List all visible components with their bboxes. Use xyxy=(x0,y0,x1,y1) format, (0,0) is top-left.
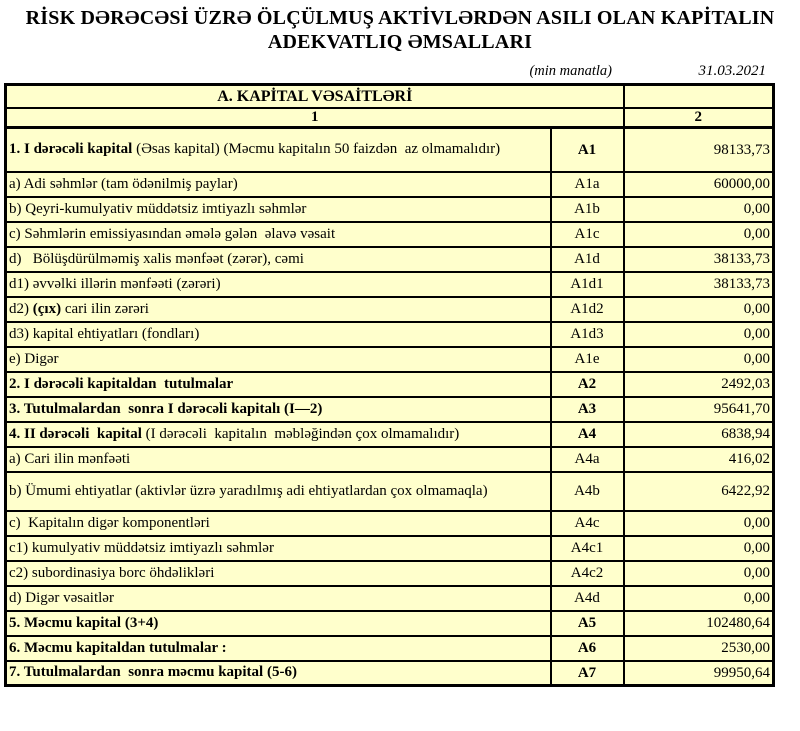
row-code: A1d1 xyxy=(551,272,624,297)
page-title xyxy=(0,0,800,55)
row-label: a) Adi səhmlər (tam ödənilmiş paylar) xyxy=(6,172,551,197)
table-row xyxy=(6,511,774,536)
row-label: c) Səhmlərin emissiyasından əmələ gələn əlavə vəsait xyxy=(6,222,551,247)
table-row xyxy=(6,586,774,611)
row-value: 0,00 xyxy=(624,322,774,347)
row-value: 60000,00 xyxy=(624,172,774,197)
row-code: A4c1 xyxy=(551,536,624,561)
row-label: d) Bölüşdürülməmiş xalis mənfəət (zərər), cəmi xyxy=(6,247,551,272)
row-value: 0,00 xyxy=(624,297,774,322)
row-code: A5 xyxy=(551,611,624,636)
row-label: c1) kumulyativ müddətsiz imtiyazlı səhmlər xyxy=(6,536,551,561)
row-value: 2492,03 xyxy=(624,372,774,397)
row-value: 0,00 xyxy=(624,222,774,247)
table-row xyxy=(6,347,774,372)
table-row xyxy=(6,561,774,586)
table-row xyxy=(6,128,774,172)
table-row xyxy=(6,536,774,561)
row-value: 0,00 xyxy=(624,536,774,561)
column-index-row xyxy=(6,108,774,128)
page-title-line-1: RİSK DƏRƏCƏSİ ÜZRƏ ÖLÇÜLMUŞ AKTİVLƏRDƏN ASILI OLAN KAPİTALIN xyxy=(25,7,775,29)
table-row xyxy=(6,611,774,636)
row-code: A4d xyxy=(551,586,624,611)
row-label: d3) kapital ehtiyatları (fondları) xyxy=(6,322,551,347)
table-row xyxy=(6,297,774,322)
row-code: A1d xyxy=(551,247,624,272)
row-label: 3. Tutulmalardan sonra I dərəcəli kapitalı (I—2) xyxy=(6,397,551,422)
row-label: b) Qeyri-kumulyativ müddətsiz imtiyazlı səhmlər xyxy=(6,197,551,222)
table-row xyxy=(6,447,774,472)
table-row xyxy=(6,372,774,397)
row-code: A4c xyxy=(551,511,624,536)
table-row xyxy=(6,172,774,197)
row-label: d1) əvvəlki illərin mənfəəti (zərəri) xyxy=(6,272,551,297)
row-code: A4c2 xyxy=(551,561,624,586)
row-label: e) Digər xyxy=(6,347,551,372)
row-label: 1. I dərəcəli kapital (Əsas kapital) (Məcmu kapitalın 50 faizdən az olmamalıdır) xyxy=(6,128,551,172)
table-row xyxy=(6,472,774,511)
row-label: d2) (çıx) cari ilin zərəri xyxy=(6,297,551,322)
row-code: A1b xyxy=(551,197,624,222)
table-row xyxy=(6,322,774,347)
row-label: 4. II dərəcəli kapital (I dərəcəli kapitalın məbləğindən çox olmamalıdır) xyxy=(6,422,551,447)
meta-row xyxy=(4,63,772,80)
table-row xyxy=(6,247,774,272)
row-label: 5. Məcmu kapital (3+4) xyxy=(6,611,551,636)
capital-table xyxy=(4,83,775,688)
row-value: 102480,64 xyxy=(624,611,774,636)
row-code: A1 xyxy=(551,128,624,172)
row-label: c) Kapitalın digər komponentləri xyxy=(6,511,551,536)
row-label: c2) subordinasiya borc öhdəlikləri xyxy=(6,561,551,586)
row-value: 95641,70 xyxy=(624,397,774,422)
table-row xyxy=(6,272,774,297)
row-label: 7. Tutulmalardan sonra məcmu kapital (5-6) xyxy=(6,661,551,686)
row-code: A2 xyxy=(551,372,624,397)
row-code: A6 xyxy=(551,636,624,661)
row-code: A4b xyxy=(551,472,624,511)
row-value: 38133,73 xyxy=(624,247,774,272)
report-date: 31.03.2021 xyxy=(698,62,766,79)
page-title-line-2: ADEKVATLIQ ƏMSALLARI xyxy=(267,31,533,54)
row-value: 98133,73 xyxy=(624,128,774,172)
row-code: A3 xyxy=(551,397,624,422)
row-code: A1c xyxy=(551,222,624,247)
row-value: 0,00 xyxy=(624,197,774,222)
row-label: d) Digər vəsaitlər xyxy=(6,586,551,611)
row-value: 38133,73 xyxy=(624,272,774,297)
row-label: a) Cari ilin mənfəəti xyxy=(6,447,551,472)
row-value: 0,00 xyxy=(624,511,774,536)
col-index-2: 2 xyxy=(624,108,774,128)
section-header-cell: A. KAPİTAL VƏSAİTLƏRİ xyxy=(6,84,624,108)
row-code: A7 xyxy=(551,661,624,686)
row-code: A4a xyxy=(551,447,624,472)
table-row xyxy=(6,222,774,247)
row-code: A1e xyxy=(551,347,624,372)
section-header-empty-cell xyxy=(624,84,774,108)
row-code: A1a xyxy=(551,172,624,197)
table-row xyxy=(6,422,774,447)
row-value: 2530,00 xyxy=(624,636,774,661)
row-value: 6838,94 xyxy=(624,422,774,447)
table-row xyxy=(6,661,774,686)
row-value: 99950,64 xyxy=(624,661,774,686)
row-value: 0,00 xyxy=(624,561,774,586)
table-row xyxy=(6,397,774,422)
row-label: b) Ümumi ehtiyatlar (aktivlər üzrə yaradılmış adi ehtiyatlardan çox olmamaqla) xyxy=(6,472,551,511)
row-code: A1d3 xyxy=(551,322,624,347)
table-body xyxy=(6,128,774,686)
col-index-1: 1 xyxy=(6,108,624,128)
row-value: 0,00 xyxy=(624,586,774,611)
row-label: 6. Məcmu kapitaldan tutulmalar : xyxy=(6,636,551,661)
row-label: 2. I dərəcəli kapitaldan tutulmalar xyxy=(6,372,551,397)
row-code: A1d2 xyxy=(551,297,624,322)
unit-note: (min manatla) xyxy=(529,62,612,79)
row-value: 416,02 xyxy=(624,447,774,472)
section-header-row xyxy=(6,84,774,108)
row-value: 6422,92 xyxy=(624,472,774,511)
table-row xyxy=(6,636,774,661)
row-value: 0,00 xyxy=(624,347,774,372)
table-row xyxy=(6,197,774,222)
row-code: A4 xyxy=(551,422,624,447)
